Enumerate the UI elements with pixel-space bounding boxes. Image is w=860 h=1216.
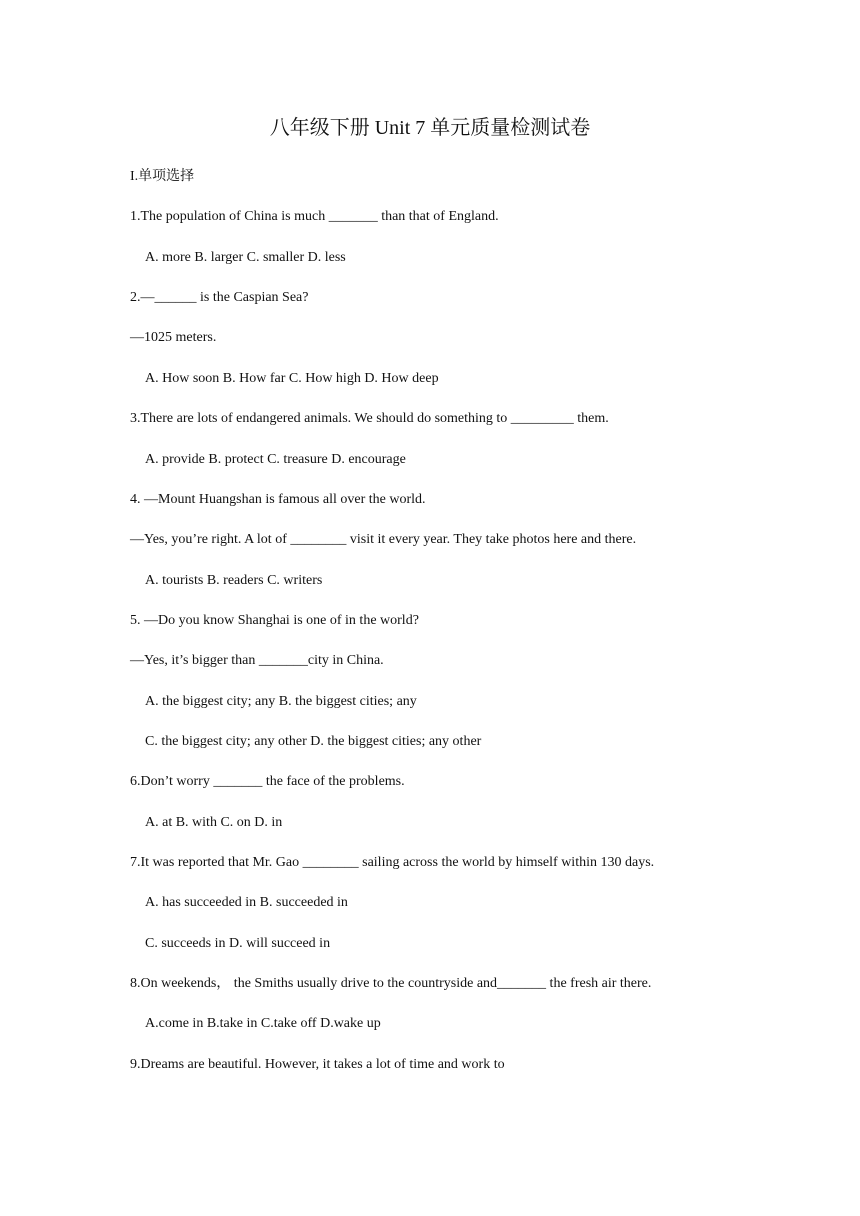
question-2-stem: 2.—______ is the Caspian Sea?	[130, 290, 309, 305]
question-1-stem: 1.The population of China is much _______ than that of England.	[130, 209, 499, 224]
question-4-options: A. tourists B. readers C. writers	[145, 573, 323, 588]
question-4-reply: —Yes, you’re right. A lot of ________ visit it every year. They take photos here and there.	[130, 532, 637, 547]
question-7-options-2: C. succeeds in D. will succeed in	[145, 936, 331, 951]
question-7-stem: 7.It was reported that Mr. Gao ________ sailing across the world by himself within 130 days.	[130, 855, 655, 870]
question-1-options: A. more B. larger C. smaller D. less	[145, 250, 346, 265]
question-3-options: A. provide B. protect C. treasure D. encourage	[145, 452, 406, 467]
question-6-options: A. at B. with C. on D. in	[145, 815, 283, 830]
section-heading: I.单项选择	[130, 169, 195, 184]
question-8-stem: 8.On weekends， the Smiths usually drive to the countryside and_______ the fresh air there.	[130, 976, 652, 991]
question-8-options: A.come in B.take in C.take off D.wake up	[145, 1016, 381, 1031]
question-4-stem: 4. —Mount Huangshan is famous all over the world.	[130, 492, 426, 507]
question-5-options-1: A. the biggest city; any B. the biggest cities; any	[145, 694, 417, 709]
question-5-stem: 5. —Do you know Shanghai is one of in the world?	[130, 613, 419, 628]
question-9-stem: 9.Dreams are beautiful. However, it takes a lot of time and work to	[130, 1057, 505, 1072]
question-5-options-2: C. the biggest city; any other D. the biggest cities; any other	[145, 734, 482, 749]
question-5-reply: —Yes, it’s bigger than _______city in China.	[130, 653, 384, 668]
question-2-reply: —1025 meters.	[130, 330, 217, 345]
question-3-stem: 3.There are lots of endangered animals. We should do something to _________ them.	[130, 411, 609, 426]
page-title: 八年级下册 Unit 7 单元质量检测试卷	[269, 117, 591, 139]
question-6-stem: 6.Don’t worry _______ the face of the problems.	[130, 774, 405, 789]
question-2-options: A. How soon B. How far C. How high D. How deep	[145, 371, 439, 386]
question-7-options-1: A. has succeeded in B. succeeded in	[145, 895, 348, 910]
